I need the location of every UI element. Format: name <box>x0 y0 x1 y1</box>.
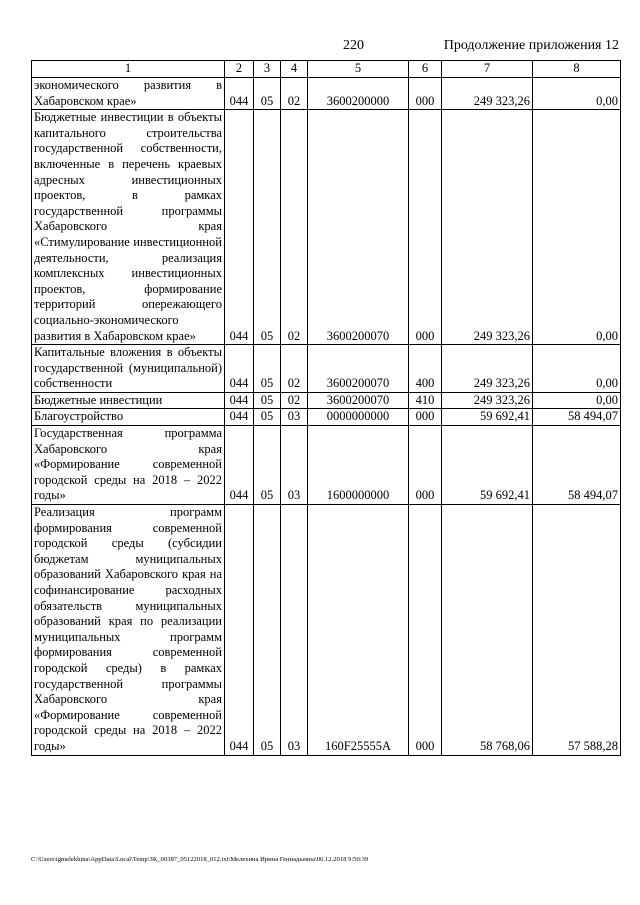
table-row <box>32 409 621 426</box>
row-name: Благоустройство <box>32 409 225 426</box>
cell-c8: 0,00 <box>533 110 621 345</box>
cell-c6: 000 <box>409 409 442 426</box>
cell-c8: 0,00 <box>533 345 621 393</box>
cell-c3: 05 <box>254 78 281 110</box>
cell-c3: 05 <box>254 426 281 505</box>
cell-c4: 03 <box>281 505 308 756</box>
continuation-caption: Продолжение приложения 12 <box>443 38 619 53</box>
table-row <box>32 392 621 409</box>
table-row <box>32 426 621 505</box>
cell-c5: 3600200070 <box>308 392 409 409</box>
cell-c3: 05 <box>254 345 281 393</box>
cell-c4: 02 <box>281 110 308 345</box>
cell-c8: 0,00 <box>533 78 621 110</box>
cell-c4: 03 <box>281 426 308 505</box>
cell-c4: 02 <box>281 78 308 110</box>
column-header: 4 <box>281 61 308 78</box>
cell-c8: 57 588,28 <box>533 505 621 756</box>
cell-c7: 59 692,41 <box>442 426 533 505</box>
table-row <box>32 78 621 110</box>
row-name: экономического развития в Хабаровском крае» <box>32 78 225 110</box>
page-number: 220 <box>343 38 364 53</box>
column-header: 5 <box>308 61 409 78</box>
column-header: 2 <box>225 61 254 78</box>
cell-c4: 02 <box>281 345 308 393</box>
cell-c2: 044 <box>225 110 254 345</box>
cell-c3: 05 <box>254 409 281 426</box>
row-name: Бюджетные инвестиции <box>32 392 225 409</box>
column-header: 3 <box>254 61 281 78</box>
cell-c5: 3600200070 <box>308 345 409 393</box>
cell-c3: 05 <box>254 392 281 409</box>
cell-c7: 59 692,41 <box>442 409 533 426</box>
column-number-row <box>32 61 621 78</box>
cell-c2: 044 <box>225 345 254 393</box>
cell-c4: 03 <box>281 409 308 426</box>
cell-c5: 160F25555A <box>308 505 409 756</box>
cell-c6: 000 <box>409 110 442 345</box>
cell-c4: 02 <box>281 392 308 409</box>
cell-c7: 249 323,26 <box>442 78 533 110</box>
cell-c6: 000 <box>409 78 442 110</box>
cell-c3: 05 <box>254 505 281 756</box>
cell-c7: 249 323,26 <box>442 110 533 345</box>
cell-c7: 58 768,06 <box>442 505 533 756</box>
row-name: Государственная программа Хабаровского края «Формирование современной городской среды на 2018 – 2022 годы» <box>32 426 225 505</box>
cell-c8: 0,00 <box>533 392 621 409</box>
column-header: 7 <box>442 61 533 78</box>
cell-c2: 044 <box>225 426 254 505</box>
cell-c2: 044 <box>225 409 254 426</box>
cell-c5: 1600000000 <box>308 426 409 505</box>
cell-c8: 58 494,07 <box>533 426 621 505</box>
cell-c8: 58 494,07 <box>533 409 621 426</box>
table-row <box>32 110 621 345</box>
row-name: Бюджетные инвестиции в объекты капитального строительства государственной собственности, включенные в перечень краевых адресных инвестиционных проектов, в рамках государственной программы Хабаровского края «Стимулирование инвестиционной деятельности, реализация комплексных инвестиционных проектов, формирование территорий опережающего социально-экономического развития в Хабаровском крае» <box>32 110 225 345</box>
cell-c7: 249 323,26 <box>442 392 533 409</box>
column-header: 1 <box>32 61 225 78</box>
table-row <box>32 345 621 393</box>
file-path-footer: C:\Users\igmelekhina\AppData\Local\Temp\ЗК_00387_05122018_012.txt\Мелехина Ирина Геннадьевна\06.12.2018 9:50:39 <box>31 856 369 863</box>
cell-c6: 000 <box>409 426 442 505</box>
cell-c2: 044 <box>225 78 254 110</box>
cell-c6: 400 <box>409 345 442 393</box>
cell-c5: 3600200000 <box>308 78 409 110</box>
cell-c2: 044 <box>225 392 254 409</box>
row-name: Капитальные вложения в объекты государственной (муниципальной) собственности <box>32 345 225 393</box>
cell-c6: 000 <box>409 505 442 756</box>
row-name: Реализация программ формирования современной городской среды (субсидии бюджетам муниципальных образований Хабаровского края на софинансирование расходных обязательств муниципальных образований края по реализации муниципальных программ формирования современной городской среды) в рамках государственной программы Хабаровского края «Формирование современной городской среды на 2018 – 2022 годы» <box>32 505 225 756</box>
cell-c5: 3600200070 <box>308 110 409 345</box>
cell-c7: 249 323,26 <box>442 345 533 393</box>
column-header: 8 <box>533 61 621 78</box>
column-header: 6 <box>409 61 442 78</box>
cell-c3: 05 <box>254 110 281 345</box>
cell-c2: 044 <box>225 505 254 756</box>
cell-c6: 410 <box>409 392 442 409</box>
budget-table <box>31 60 621 756</box>
cell-c5: 0000000000 <box>308 409 409 426</box>
table-row <box>32 505 621 756</box>
